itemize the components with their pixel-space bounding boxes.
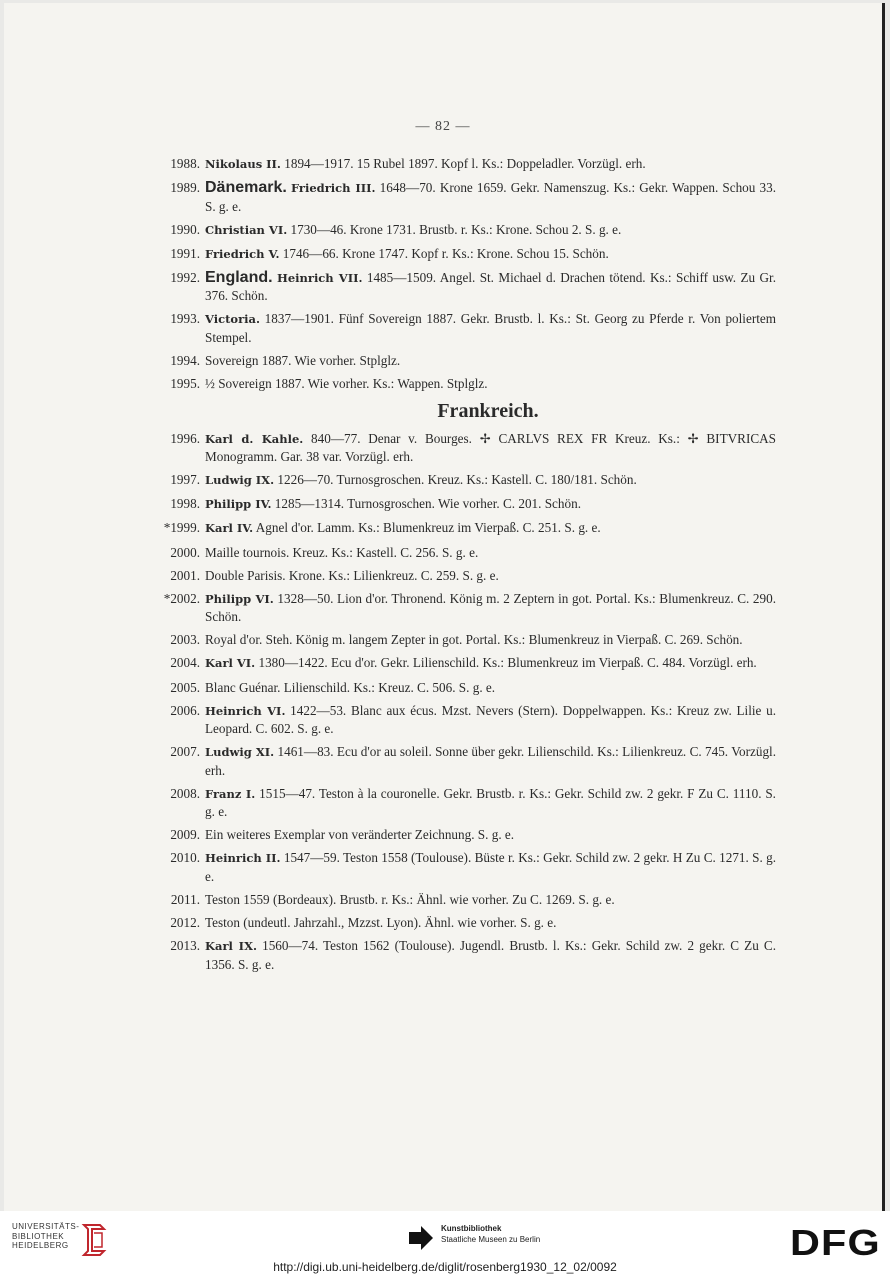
entry-description: 1560—74. Teston 1562 (Toulouse). Jugendl. Brustb. l. Ks.: Gekr. Schild zw. 2 gekr. C Zu C. 1356. S. g. e. [205, 938, 777, 972]
entry-description: Teston (undeutl. Jahrzahl., Mzzst. Lyon). Ähnl. wie vorher. S. g. e. [205, 915, 557, 931]
catalog-entry [160, 590, 776, 626]
entry-description: 1648—70. Krone 1659. Gekr. Namenszug. Ks.: Gekr. Wappen. Schou 33. S. g. e. [205, 180, 776, 214]
catalog-entry [160, 544, 776, 562]
ruler-name: Friedrich V. [205, 246, 280, 261]
document-page [4, 3, 885, 1211]
ruler-name: Philipp VI. [205, 591, 274, 606]
entry-number: 2010. [170, 850, 200, 866]
entry-number: 2006. [170, 702, 200, 718]
catalog-entry [160, 702, 776, 738]
entry-description: 1515—47. Teston à la couronelle. Gekr. Brustb. r. Ks.: Gekr. Schild zw. 2 gekr. F Zu C. 1110. S. g. e. [205, 785, 776, 820]
catalog-entry [160, 375, 776, 393]
kb-title: Kunstbibliothek [441, 1224, 502, 1233]
catalog-entry [160, 495, 776, 514]
kunstbibliothek-logo-icon [407, 1224, 435, 1252]
entries-top [160, 155, 776, 393]
entry-number: 2011. [170, 892, 200, 908]
entry-number: 1995. [170, 376, 200, 392]
entry-number: 2001. [170, 567, 200, 583]
ruler-name: Christian VI. [205, 222, 288, 237]
entry-number: 1998. [170, 496, 200, 512]
entry-number: 2009. [170, 827, 200, 843]
entry-description: 1485—1509. Angel. St. Michael d. Drachen tötend. Ks.: Schiff usw. Zu Gr. 376. Schön. [205, 269, 776, 304]
entry-description: 840—77. Denar v. Bourges. ✢ CARLVS REX FR Kreuz. Ks.: ✢ BITVRICAS Monogramm. Gar. 38 var. Vorzügl. erh. [205, 430, 776, 465]
entry-description: 1547—59. Teston 1558 (Toulouse). Büste r. Ks.: Gekr. Schild zw. 2 gekr. H Zu C. 1271. S. g. e. [205, 850, 777, 884]
entry-description: 1285—1314. Turnosgroschen. Wie vorher. C. 201. Schön. [271, 496, 581, 512]
entries-bottom [160, 430, 776, 974]
ruler-name: Heinrich II. [205, 851, 281, 866]
catalog-entry [160, 891, 776, 909]
ruler-name: Franz I. [205, 786, 256, 801]
catalog-entry [160, 849, 776, 885]
entry-description: Royal d'or. Steh. König m. langem Zepter in got. Portal. Ks.: Blumenkreuz in Vierpaß. C. 269. Schön. [205, 632, 743, 648]
entry-description: Maille tournois. Kreuz. Ks.: Kastell. C. 256. S. g. e. [205, 544, 479, 560]
ruler-name: Karl d. Kahle. [205, 431, 304, 446]
catalog-entry [160, 567, 776, 585]
catalog-entry [160, 631, 776, 649]
dfg-logo: DFG [790, 1222, 881, 1263]
entry-number: 1992. [170, 269, 200, 285]
uni-line: UNIVERSITÄTS- [12, 1222, 80, 1231]
entry-number: 1991. [170, 245, 200, 261]
section-heading-frankreich: Frankreich. [437, 399, 539, 422]
catalog-entry [160, 679, 776, 697]
catalog-entry [160, 352, 776, 370]
ruler-name: Ludwig IX. [205, 473, 275, 488]
ruler-name: Karl IX. [205, 939, 257, 954]
ruler-name: Nikolaus II. [205, 157, 281, 171]
entry-description: Sovereign 1887. Wie vorher. Stplglz. [205, 353, 401, 369]
catalog-entry [160, 519, 776, 538]
catalog-entry [160, 221, 776, 240]
entry-number: 1994. [170, 353, 200, 369]
ruler-name: Friedrich III. [290, 181, 376, 196]
heidelberg-logo-icon [80, 1221, 108, 1257]
entry-description: 1837—1901. Fünf Sovereign 1887. Gekr. Brustb. l. Ks.: St. Georg zu Pferde r. Von poliertem Stempel. [205, 311, 776, 345]
source-url[interactable]: http://digi.ub.uni-heidelberg.de/diglit/rosenberg1930_12_02/0092 [273, 1260, 617, 1274]
catalog-entries [160, 155, 776, 979]
ruler-name: Philipp IV. [205, 497, 272, 512]
country-heading: Dänemark. [205, 179, 287, 197]
entry-description: Double Parisis. Krone. Ks.: Lilienkreuz. C. 259. S. g. e. [205, 567, 499, 583]
catalog-entry [160, 471, 776, 490]
kb-subtitle: Staatliche Museen zu Berlin [441, 1235, 541, 1244]
ruler-name: Victoria. [205, 312, 260, 327]
footer-bar [0, 1211, 890, 1276]
entry-number: 1993. [170, 311, 200, 327]
catalog-entry [160, 654, 776, 673]
catalog-entry [160, 269, 776, 305]
entry-description: ½ Sovereign 1887. Wie vorher. Ks.: Wappen. Stplglz. [205, 376, 488, 392]
catalog-entry [160, 310, 776, 346]
catalog-entry [160, 937, 776, 973]
entry-description: 1328—50. Lion d'or. Thronend. König m. 2 Zeptern in got. Portal. Ks.: Blumenkreuz. C. 290. Schön. [205, 590, 776, 625]
catalog-entry [160, 155, 776, 174]
entry-number: *2002. [163, 590, 200, 606]
entry-description: 1746—66. Krone 1747. Kopf r. Ks.: Krone. Schou 15. Schön. [279, 245, 609, 261]
uni-line: BIBLIOTHEK [12, 1231, 65, 1241]
entry-description: Teston 1559 (Bordeaux). Brustb. r. Ks.: Ähnl. wie vorher. Zu C. 1269. S. g. e. [205, 892, 615, 908]
entry-description: 1730—46. Krone 1731. Brustb. r. Ks.: Krone. Schou 2. S. g. e. [287, 221, 622, 237]
entry-number: 2000. [170, 544, 200, 560]
catalog-entry [160, 743, 776, 779]
entry-number: 1988. [170, 156, 200, 171]
catalog-entry [160, 179, 776, 215]
entry-number: 2003. [170, 632, 200, 648]
entry-number: 2007. [170, 744, 200, 760]
ruler-name: Karl IV. [205, 521, 254, 536]
entry-number: 1990. [170, 221, 200, 237]
university-library-name [12, 1222, 79, 1251]
ruler-name: Ludwig XI. [205, 745, 275, 760]
entry-number: *1999. [163, 520, 200, 536]
catalog-entry [160, 826, 776, 844]
catalog-entry [160, 430, 776, 466]
catalog-entry [160, 245, 776, 264]
uni-line: HEIDELBERG [12, 1241, 69, 1250]
entry-description: Blanc Guénar. Lilienschild. Ks.: Kreuz. C. 506. S. g. e. [205, 679, 496, 695]
kunstbibliothek-label [441, 1223, 540, 1245]
entry-number: 2013. [170, 938, 200, 954]
ruler-name: Karl VI. [205, 656, 256, 671]
entry-number: 1989. [170, 180, 200, 196]
entry-number: 2012. [170, 915, 200, 931]
entry-number: 2005. [170, 679, 200, 695]
catalog-entry [160, 785, 776, 821]
entry-description: Ein weiteres Exemplar von veränderter Zeichnung. S. g. e. [205, 827, 515, 843]
entry-description: 1380—1422. Ecu d'or. Gekr. Lilienschild. Ks.: Blumenkreuz im Vierpaß. C. 484. Vorzügl. erh. [255, 655, 757, 671]
entry-number: 2008. [170, 785, 200, 801]
entry-description: 1226—70. Turnosgroschen. Kreuz. Ks.: Kastell. C. 180/181. Schön. [274, 472, 637, 488]
entry-number: 1997. [170, 472, 200, 488]
page-number: — 82 — [415, 119, 471, 134]
entry-number: 1996. [170, 430, 200, 446]
ruler-name: Heinrich VII. [276, 270, 363, 285]
entry-number: 2004. [170, 655, 200, 671]
entry-description: 1894—1917. 15 Rubel 1897. Kopf l. Ks.: Doppeladler. Vorzügl. erh. [280, 156, 646, 171]
catalog-entry [160, 914, 776, 932]
entry-description: 1422—53. Blanc aux écus. Mzst. Nevers (Stern). Doppelwappen. Ks.: Kreuz zw. Lilie u. Leopard. C. 602. S. g. e. [205, 702, 776, 737]
country-heading: England. [205, 268, 273, 286]
entry-description: 1461—83. Ecu d'or au soleil. Sonne über gekr. Lilienschild. Ks.: Lilienkreuz. C. 745. Vorzügl. erh. [205, 744, 777, 778]
ruler-name: Heinrich VI. [205, 703, 286, 718]
entry-description: Agnel d'or. Lamm. Ks.: Blumenkreuz im Vierpaß. C. 251. S. g. e. [253, 520, 601, 536]
